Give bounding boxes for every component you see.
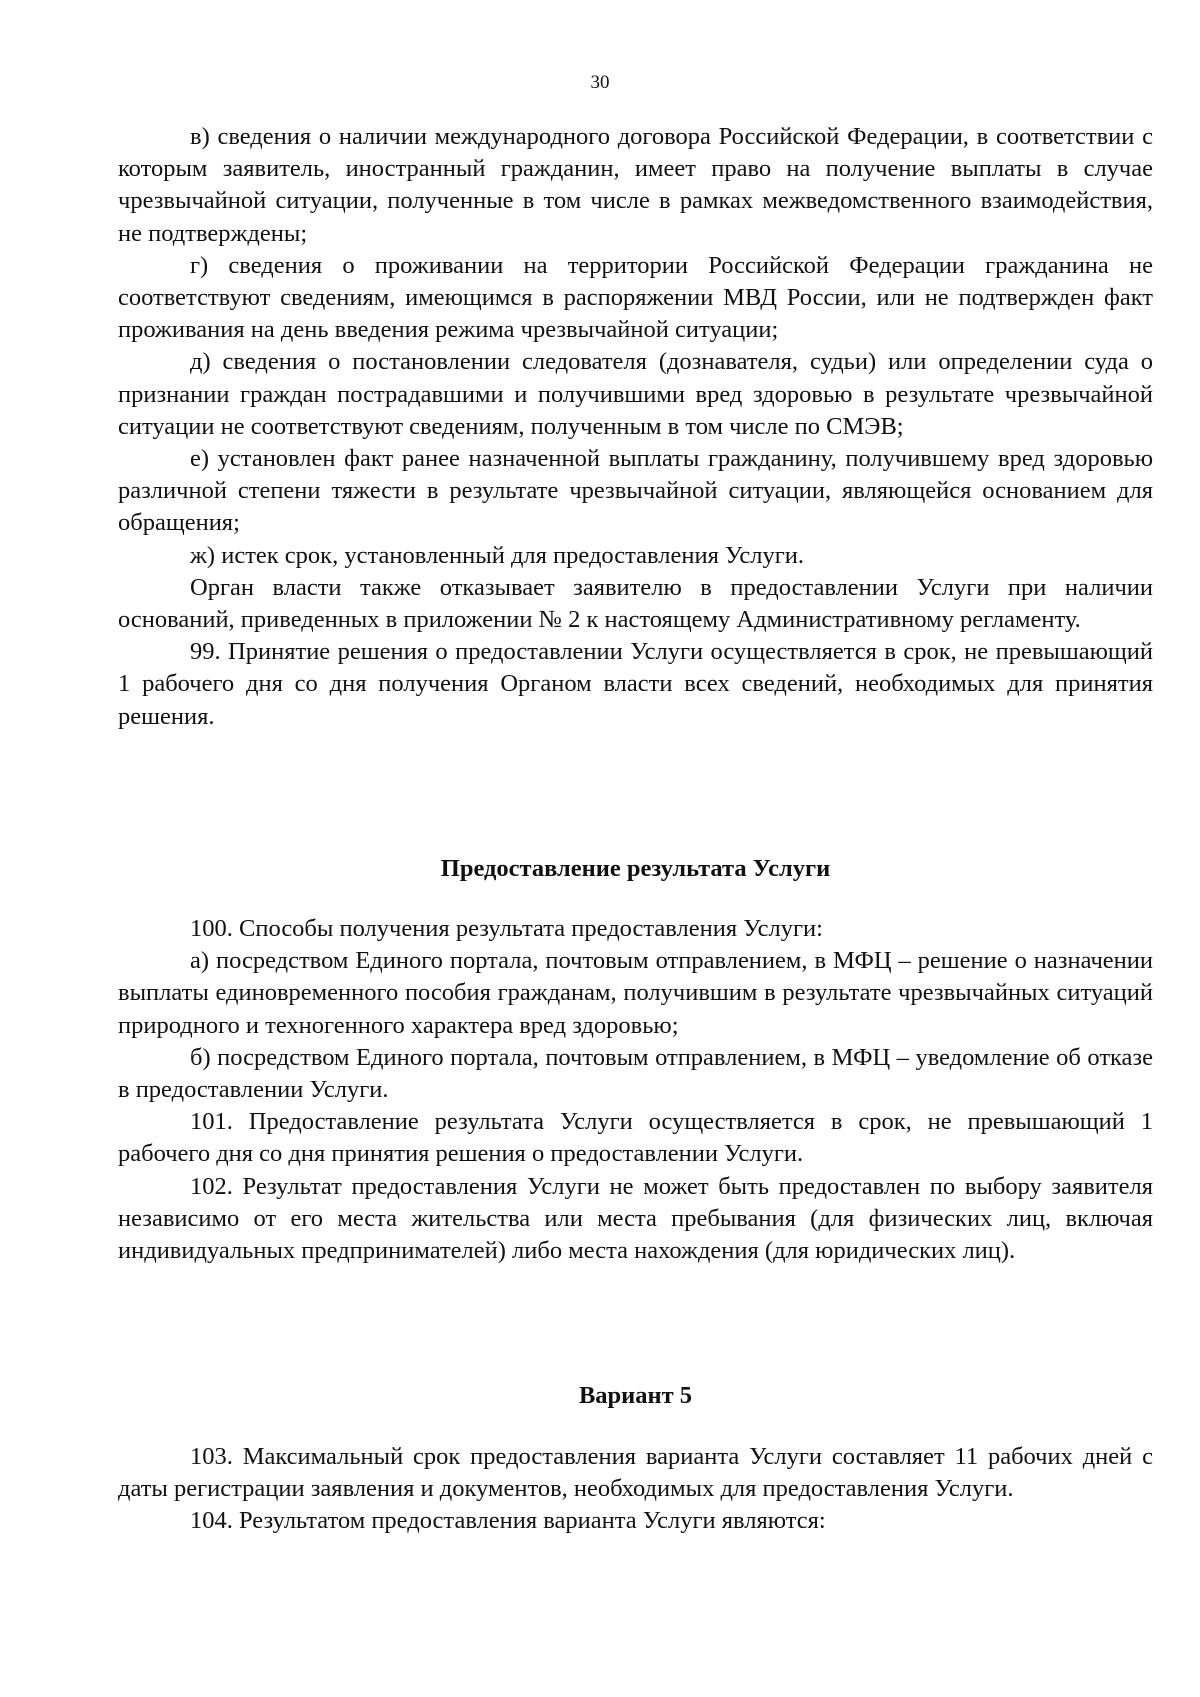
- paragraph-100: 100. Способы получения результата предоставления Услуги:: [190, 915, 823, 942]
- paragraph-103: 103. Максимальный срок предоставления варианта Услуги составляет 11 рабочих дней с даты регистрации заявления и документов, необходимых для предоставления Услуги.: [118, 1443, 1153, 1503]
- section-heading-variant-5: Вариант 5: [578, 1382, 693, 1409]
- refusal-grounds-section: [118, 121, 1153, 733]
- result-section: [118, 913, 1153, 1267]
- paragraph-100-b: б) посредством Единого портала, почтовым отправлением, в МФЦ – уведомление об отказе в предоставлении Услуги.: [118, 1043, 1153, 1104]
- page-number: 30: [590, 72, 610, 93]
- paragraph-e: е) установлен факт ранее назначенной выплаты гражданину, получившему вред здоровью различной степени тяжести в результате чрезвычайной ситуации, являющейся основанием для обращения;: [118, 445, 1153, 537]
- paragraph-99: 99. Принятие решения о предоставлении Услуги осуществляется в срок, не превышающий 1 рабочего дня со дня получения Органом власти всех сведений, необходимых для принятия решения.: [118, 638, 1153, 730]
- paragraph-101: 101. Предоставление результата Услуги осуществляется в срок, не превышающий 1 рабочего дня со дня принятия решения о предоставлении Услуги.: [118, 1108, 1153, 1168]
- paragraph-102: 102. Результат предоставления Услуги не может быть предоставлен по выбору заявителя независимо от его места жительства или места пребывания (для физических лиц, включая индивидуальных предпринимателей) либо места нахождения (для юридических лиц).: [118, 1172, 1153, 1265]
- paragraph-d: д) сведения о постановлении следователя (дознавателя, судьи) или определении суда о признании граждан пострадавшими и получившими вред здоровью в результате чрезвычайной ситуации не соответствуют сведениям, полученным в том числе по СМЭВ;: [118, 348, 1153, 440]
- variant-5-section: [118, 1441, 1153, 1538]
- paragraph-zh: ж) истек срок, установленный для предоставления Услуги.: [190, 541, 805, 569]
- section-heading-result: Предоставление результата Услуги: [440, 855, 831, 882]
- paragraph-refusal-authority: Орган власти также отказывает заявителю в предоставлении Услуги при наличии оснований, приведенных в приложении № 2 к настоящему Административному регламенту.: [118, 573, 1153, 634]
- paragraph-g: г) сведения о проживании на территории Российской Федерации гражданина не соответствуют сведениям, имеющимся в распоряжении МВД России, или не подтвержден факт проживания на день введения режима чрезвычайной ситуации;: [118, 251, 1153, 344]
- paragraph-v: в) сведения о наличии международного договора Российской Федерации, в соответствии с которым заявитель, иностранный гражданин, имеет право на получение выплаты в случае чрезвычайной ситуации, полученные в том числе в рамках межведомственного взаимодействия, не подтверждены;: [118, 123, 1153, 247]
- paragraph-104: 104. Результатом предоставления варианта Услуги являются:: [190, 1507, 826, 1535]
- paragraph-100-a: а) посредством Единого портала, почтовым отправлением, в МФЦ – решение о назначении выплаты единовременного пособия гражданам, получившим в результате чрезвычайных ситуаций природного и техногенного характера вред здоровью;: [118, 947, 1153, 1039]
